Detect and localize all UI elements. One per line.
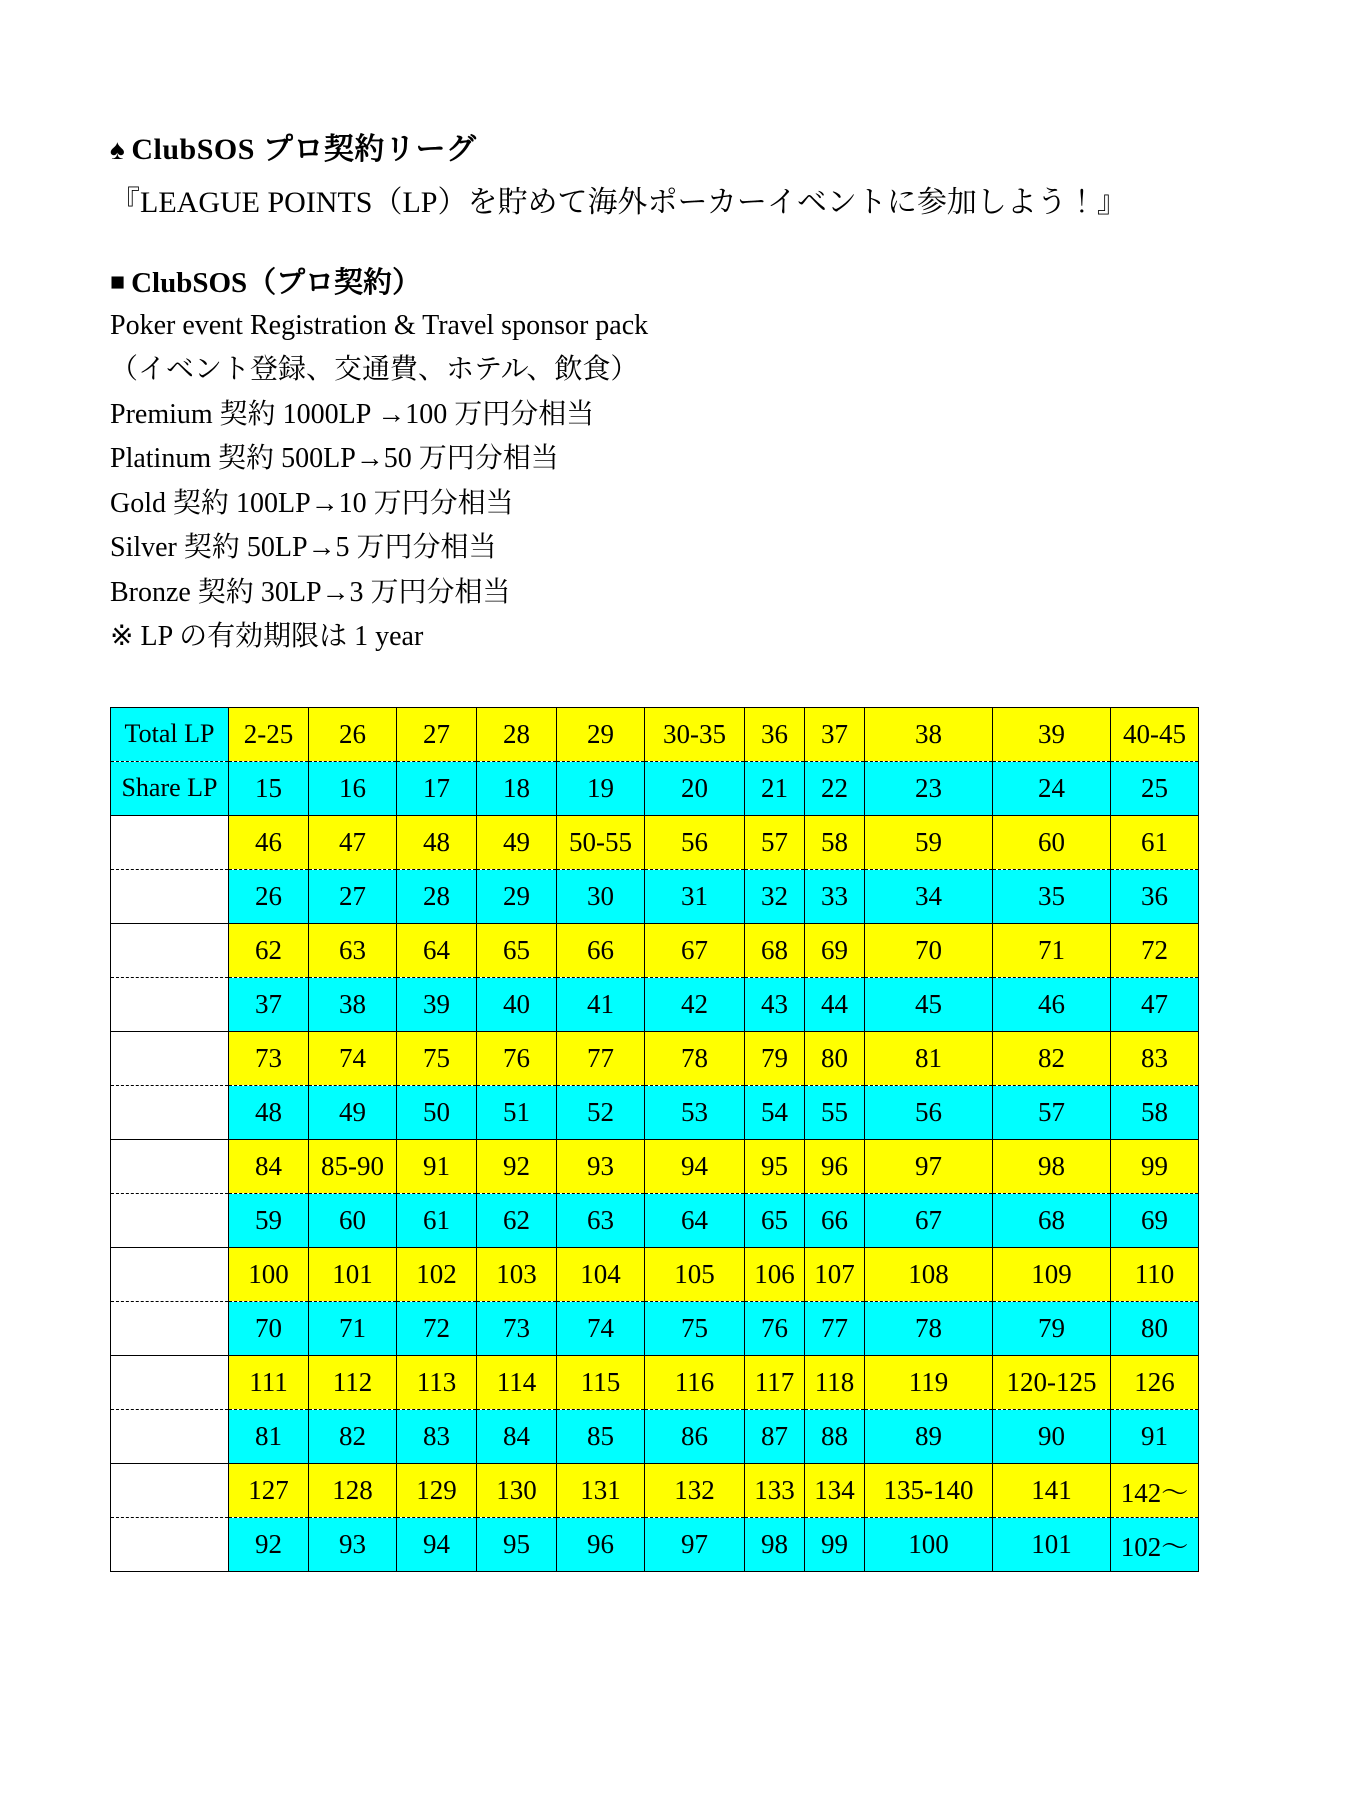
total-lp-cell: 40-45 <box>1111 707 1199 761</box>
section-line-3: Platinum 契約 500LP→50 万円分相当 <box>110 443 559 475</box>
table-row <box>111 977 1199 1031</box>
total-lp-cell: 96 <box>805 1139 865 1193</box>
total-lp-cell: 49 <box>477 815 557 869</box>
share-lp-cell: 26 <box>229 869 309 923</box>
row-label-blank <box>111 815 229 869</box>
share-lp-cell: 46 <box>993 977 1111 1031</box>
table-row <box>111 815 1199 869</box>
total-lp-cell: 30-35 <box>645 707 745 761</box>
total-lp-cell: 67 <box>645 923 745 977</box>
share-lp-cell: 98 <box>745 1517 805 1571</box>
total-lp-cell: 132 <box>645 1463 745 1517</box>
section-line-7: ※ LP の有効期限は 1 year <box>110 621 424 653</box>
total-lp-cell: 113 <box>397 1355 477 1409</box>
share-lp-cell: 61 <box>397 1193 477 1247</box>
lp-table-body <box>111 707 1199 1571</box>
total-lp-cell: 76 <box>477 1031 557 1085</box>
share-lp-cell: 18 <box>477 761 557 815</box>
total-lp-cell: 36 <box>745 707 805 761</box>
share-lp-cell: 19 <box>557 761 645 815</box>
table-row <box>111 1031 1199 1085</box>
total-lp-cell: 61 <box>1111 815 1199 869</box>
share-lp-cell: 39 <box>397 977 477 1031</box>
total-lp-cell: 128 <box>309 1463 397 1517</box>
share-lp-cell: 95 <box>477 1517 557 1571</box>
total-lp-cell: 127 <box>229 1463 309 1517</box>
total-lp-cell: 118 <box>805 1355 865 1409</box>
total-lp-cell: 79 <box>745 1031 805 1085</box>
row-label-blank <box>111 1193 229 1247</box>
total-lp-cell: 56 <box>645 815 745 869</box>
total-lp-cell: 46 <box>229 815 309 869</box>
total-lp-cell: 63 <box>309 923 397 977</box>
total-lp-cell: 104 <box>557 1247 645 1301</box>
share-lp-cell: 53 <box>645 1085 745 1139</box>
share-lp-cell: 47 <box>1111 977 1199 1031</box>
title-text: ClubSOS プロ契約リーグ <box>131 133 477 166</box>
share-lp-cell: 44 <box>805 977 865 1031</box>
total-lp-cell: 112 <box>309 1355 397 1409</box>
share-lp-cell: 92 <box>229 1517 309 1571</box>
section-line-4: Gold 契約 100LP→10 万円分相当 <box>110 487 514 519</box>
share-lp-cell: 64 <box>645 1193 745 1247</box>
share-lp-cell: 84 <box>477 1409 557 1463</box>
share-lp-cell: 40 <box>477 977 557 1031</box>
share-lp-cell: 93 <box>309 1517 397 1571</box>
total-lp-cell: 141 <box>993 1463 1111 1517</box>
share-lp-cell: 76 <box>745 1301 805 1355</box>
share-lp-cell: 80 <box>1111 1301 1199 1355</box>
share-lp-cell: 16 <box>309 761 397 815</box>
total-lp-cell: 114 <box>477 1355 557 1409</box>
total-lp-cell: 130 <box>477 1463 557 1517</box>
section-heading-text: ClubSOS（プロ契約） <box>131 266 422 299</box>
table-row <box>111 1085 1199 1139</box>
share-lp-cell: 75 <box>645 1301 745 1355</box>
share-lp-cell: 89 <box>865 1409 993 1463</box>
row-label-blank <box>111 923 229 977</box>
total-lp-cell: 115 <box>557 1355 645 1409</box>
total-lp-cell: 28 <box>477 707 557 761</box>
total-lp-cell: 98 <box>993 1139 1111 1193</box>
square-bullet-icon: ■ <box>110 268 126 296</box>
share-lp-cell: 69 <box>1111 1193 1199 1247</box>
share-lp-cell: 55 <box>805 1085 865 1139</box>
share-lp-cell: 94 <box>397 1517 477 1571</box>
table-row <box>111 1409 1199 1463</box>
total-lp-cell: 103 <box>477 1247 557 1301</box>
total-lp-cell: 60 <box>993 815 1111 869</box>
share-lp-cell: 68 <box>993 1193 1111 1247</box>
share-lp-cell: 35 <box>993 869 1111 923</box>
total-lp-cell: 58 <box>805 815 865 869</box>
total-lp-cell: 108 <box>865 1247 993 1301</box>
share-lp-cell: 73 <box>477 1301 557 1355</box>
total-lp-cell: 106 <box>745 1247 805 1301</box>
total-lp-cell: 80 <box>805 1031 865 1085</box>
row-label-blank <box>111 869 229 923</box>
share-lp-cell: 67 <box>865 1193 993 1247</box>
share-lp-cell: 34 <box>865 869 993 923</box>
share-lp-cell: 20 <box>645 761 745 815</box>
total-lp-cell: 2-25 <box>229 707 309 761</box>
total-lp-cell: 69 <box>805 923 865 977</box>
total-lp-cell: 107 <box>805 1247 865 1301</box>
share-lp-cell: 52 <box>557 1085 645 1139</box>
total-lp-cell: 75 <box>397 1031 477 1085</box>
total-lp-cell: 29 <box>557 707 645 761</box>
total-lp-cell: 91 <box>397 1139 477 1193</box>
row-label-blank <box>111 1517 229 1571</box>
total-lp-cell: 38 <box>865 707 993 761</box>
table-row <box>111 1517 1199 1571</box>
total-lp-cell: 26 <box>309 707 397 761</box>
row-label-blank <box>111 1301 229 1355</box>
total-lp-cell: 102 <box>397 1247 477 1301</box>
total-lp-cell: 50-55 <box>557 815 645 869</box>
section-line-1: （イベント登録、交通費、ホテル、飲食） <box>110 354 639 386</box>
total-lp-cell: 109 <box>993 1247 1111 1301</box>
row-label-blank <box>111 1031 229 1085</box>
row-label-blank <box>111 1463 229 1517</box>
row-label-blank <box>111 1247 229 1301</box>
row-label-blank <box>111 977 229 1031</box>
total-lp-cell: 135-140 <box>865 1463 993 1517</box>
total-lp-cell: 57 <box>745 815 805 869</box>
section-line-5: Silver 契約 50LP→5 万円分相当 <box>110 532 497 564</box>
share-lp-cell: 58 <box>1111 1085 1199 1139</box>
total-lp-cell: 131 <box>557 1463 645 1517</box>
share-lp-cell: 22 <box>805 761 865 815</box>
share-lp-cell: 50 <box>397 1085 477 1139</box>
total-lp-cell: 105 <box>645 1247 745 1301</box>
table-row <box>111 1301 1199 1355</box>
share-lp-cell: 77 <box>805 1301 865 1355</box>
share-lp-cell: 32 <box>745 869 805 923</box>
share-lp-cell: 45 <box>865 977 993 1031</box>
total-lp-cell: 129 <box>397 1463 477 1517</box>
share-lp-cell: 60 <box>309 1193 397 1247</box>
share-lp-cell: 96 <box>557 1517 645 1571</box>
total-lp-cell: 27 <box>397 707 477 761</box>
share-lp-cell: 33 <box>805 869 865 923</box>
table-row <box>111 1193 1199 1247</box>
section-heading <box>110 265 1230 303</box>
total-lp-cell: 71 <box>993 923 1111 977</box>
table-row <box>111 869 1199 923</box>
share-lp-cell: 88 <box>805 1409 865 1463</box>
total-lp-cell: 47 <box>309 815 397 869</box>
share-lp-cell: 27 <box>309 869 397 923</box>
total-lp-cell: 100 <box>229 1247 309 1301</box>
share-lp-cell: 23 <box>865 761 993 815</box>
total-lp-cell: 83 <box>1111 1031 1199 1085</box>
share-lp-cell: 78 <box>865 1301 993 1355</box>
total-lp-cell: 101 <box>309 1247 397 1301</box>
share-lp-cell: 100 <box>865 1517 993 1571</box>
share-lp-cell: 17 <box>397 761 477 815</box>
total-lp-cell: 111 <box>229 1355 309 1409</box>
table-row <box>111 1139 1199 1193</box>
total-lp-cell: 117 <box>745 1355 805 1409</box>
table-row <box>111 707 1199 761</box>
row-label-share: Share LP <box>111 761 229 815</box>
total-lp-cell: 126 <box>1111 1355 1199 1409</box>
share-lp-cell: 72 <box>397 1301 477 1355</box>
section-line-0: Poker event Registration & Travel sponsor pack <box>110 309 649 341</box>
share-lp-cell: 63 <box>557 1193 645 1247</box>
total-lp-cell: 92 <box>477 1139 557 1193</box>
share-lp-cell: 57 <box>993 1085 1111 1139</box>
total-lp-cell: 65 <box>477 923 557 977</box>
section-line-6: Bronze 契約 30LP→3 万円分相当 <box>110 576 511 608</box>
total-lp-cell: 77 <box>557 1031 645 1085</box>
share-lp-cell: 83 <box>397 1409 477 1463</box>
total-lp-cell: 85-90 <box>309 1139 397 1193</box>
total-lp-cell: 39 <box>993 707 1111 761</box>
total-lp-cell: 70 <box>865 923 993 977</box>
total-lp-cell: 73 <box>229 1031 309 1085</box>
document-subtitle: 『LEAGUE POINTS（LP）を貯めて海外ポーカーイベントに参加しよう！』 <box>110 186 1127 220</box>
share-lp-cell: 82 <box>309 1409 397 1463</box>
total-lp-cell: 142～ <box>1111 1463 1199 1517</box>
total-lp-cell: 97 <box>865 1139 993 1193</box>
total-lp-cell: 81 <box>865 1031 993 1085</box>
total-lp-cell: 94 <box>645 1139 745 1193</box>
share-lp-cell: 48 <box>229 1085 309 1139</box>
table-row <box>111 1355 1199 1409</box>
share-lp-cell: 15 <box>229 761 309 815</box>
total-lp-cell: 134 <box>805 1463 865 1517</box>
total-lp-cell: 95 <box>745 1139 805 1193</box>
share-lp-cell: 21 <box>745 761 805 815</box>
total-lp-cell: 59 <box>865 815 993 869</box>
share-lp-cell: 90 <box>993 1409 1111 1463</box>
share-lp-cell: 87 <box>745 1409 805 1463</box>
table-row <box>111 1247 1199 1301</box>
share-lp-cell: 65 <box>745 1193 805 1247</box>
total-lp-cell: 84 <box>229 1139 309 1193</box>
total-lp-cell: 116 <box>645 1355 745 1409</box>
share-lp-cell: 81 <box>229 1409 309 1463</box>
share-lp-cell: 37 <box>229 977 309 1031</box>
total-lp-cell: 93 <box>557 1139 645 1193</box>
lp-table-wrapper <box>110 707 1230 1572</box>
share-lp-cell: 99 <box>805 1517 865 1571</box>
total-lp-cell: 78 <box>645 1031 745 1085</box>
total-lp-cell: 62 <box>229 923 309 977</box>
total-lp-cell: 66 <box>557 923 645 977</box>
share-lp-cell: 41 <box>557 977 645 1031</box>
share-lp-cell: 56 <box>865 1085 993 1139</box>
row-label-blank <box>111 1139 229 1193</box>
table-row <box>111 1463 1199 1517</box>
share-lp-cell: 101 <box>993 1517 1111 1571</box>
total-lp-cell: 120-125 <box>993 1355 1111 1409</box>
total-lp-cell: 74 <box>309 1031 397 1085</box>
share-lp-cell: 102～ <box>1111 1517 1199 1571</box>
total-lp-cell: 68 <box>745 923 805 977</box>
spacer <box>110 225 1230 265</box>
total-lp-cell: 72 <box>1111 923 1199 977</box>
row-label-blank <box>111 1085 229 1139</box>
share-lp-cell: 43 <box>745 977 805 1031</box>
row-label-blank <box>111 1409 229 1463</box>
total-lp-cell: 64 <box>397 923 477 977</box>
total-lp-cell: 99 <box>1111 1139 1199 1193</box>
share-lp-cell: 71 <box>309 1301 397 1355</box>
section-line-2: Premium 契約 1000LP →100 万円分相当 <box>110 398 595 430</box>
row-label-total: Total LP <box>111 707 229 761</box>
share-lp-cell: 28 <box>397 869 477 923</box>
total-lp-cell: 37 <box>805 707 865 761</box>
share-lp-cell: 85 <box>557 1409 645 1463</box>
share-lp-cell: 36 <box>1111 869 1199 923</box>
share-lp-cell: 97 <box>645 1517 745 1571</box>
share-lp-cell: 49 <box>309 1085 397 1139</box>
share-lp-cell: 30 <box>557 869 645 923</box>
share-lp-cell: 42 <box>645 977 745 1031</box>
total-lp-cell: 82 <box>993 1031 1111 1085</box>
share-lp-cell: 31 <box>645 869 745 923</box>
total-lp-cell: 119 <box>865 1355 993 1409</box>
share-lp-cell: 66 <box>805 1193 865 1247</box>
share-lp-cell: 74 <box>557 1301 645 1355</box>
share-lp-cell: 24 <box>993 761 1111 815</box>
table-row <box>111 761 1199 815</box>
share-lp-cell: 51 <box>477 1085 557 1139</box>
share-lp-cell: 54 <box>745 1085 805 1139</box>
total-lp-cell: 133 <box>745 1463 805 1517</box>
row-label-blank <box>111 1355 229 1409</box>
document-title <box>110 130 1230 169</box>
share-lp-cell: 86 <box>645 1409 745 1463</box>
total-lp-cell: 110 <box>1111 1247 1199 1301</box>
lp-conversion-table <box>110 707 1199 1572</box>
document-content <box>110 130 1230 1572</box>
share-lp-cell: 59 <box>229 1193 309 1247</box>
share-lp-cell: 38 <box>309 977 397 1031</box>
total-lp-cell: 48 <box>397 815 477 869</box>
share-lp-cell: 70 <box>229 1301 309 1355</box>
share-lp-cell: 25 <box>1111 761 1199 815</box>
share-lp-cell: 62 <box>477 1193 557 1247</box>
share-lp-cell: 29 <box>477 869 557 923</box>
table-row <box>111 923 1199 977</box>
share-lp-cell: 91 <box>1111 1409 1199 1463</box>
share-lp-cell: 79 <box>993 1301 1111 1355</box>
spade-icon: ♠ <box>110 135 126 166</box>
